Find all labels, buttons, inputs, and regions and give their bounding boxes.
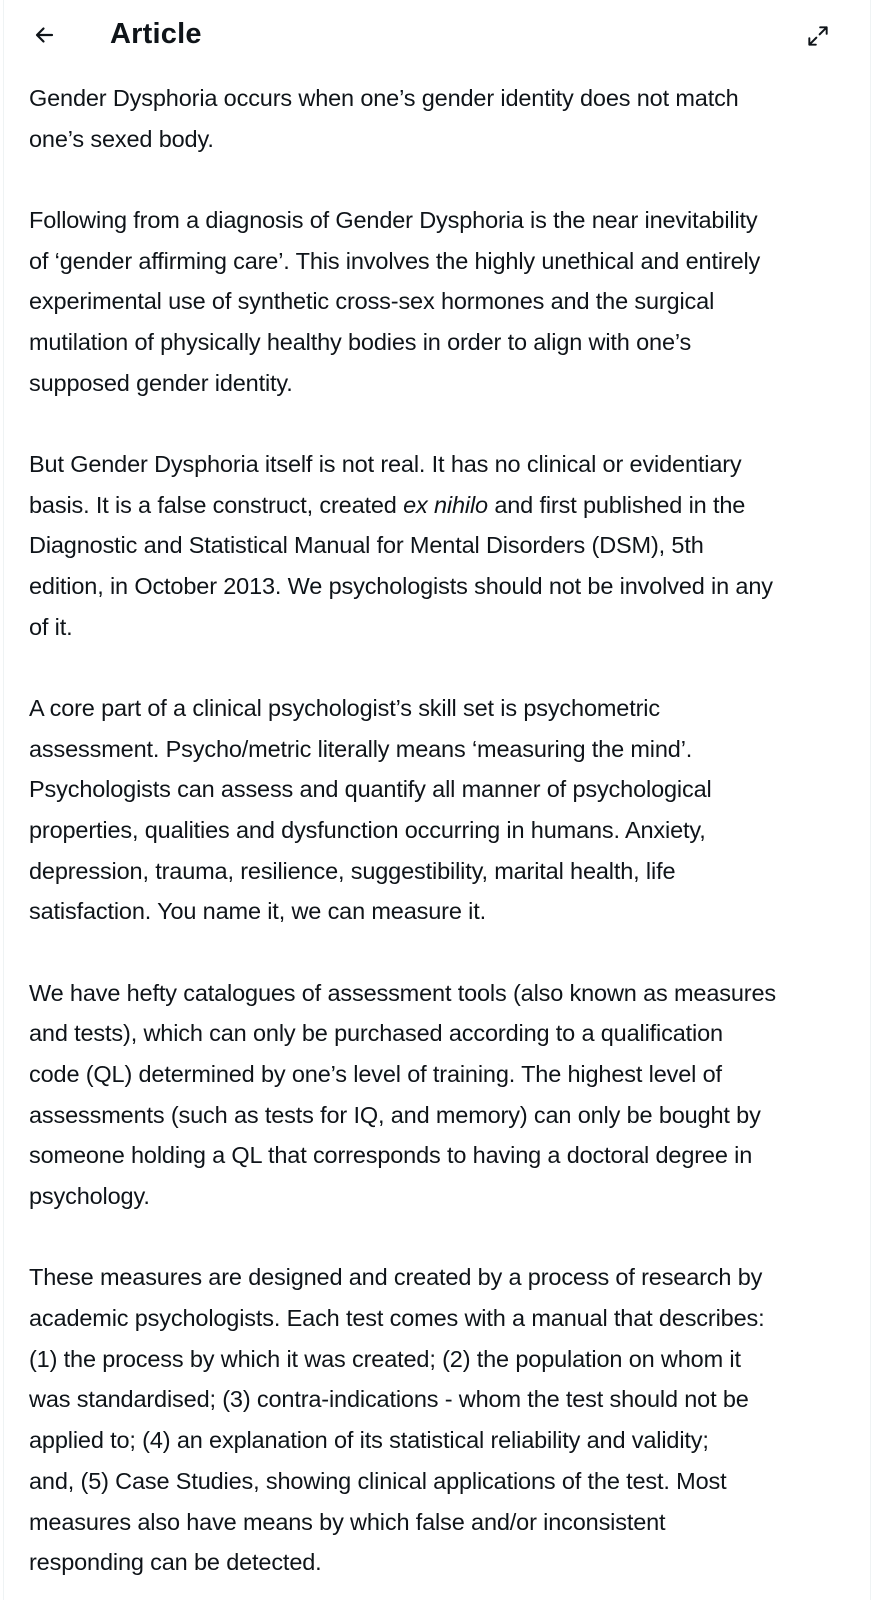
article-paragraph-1 — [29, 78, 859, 159]
article-paragraph-4 — [29, 688, 859, 932]
paragraph-line: was standardised; (3) contra-indications - whom the test should not be — [29, 1386, 749, 1413]
article-paragraph-5 — [29, 973, 859, 1217]
paragraph-line: A core part of a clinical psychologist’s skill set is psychometric — [29, 694, 660, 721]
paragraph-line: But Gender Dysphoria itself is not real. It has no clinical or evidentiary — [29, 450, 742, 477]
paragraph-line: and, (5) Case Studies, showing clinical applications of the test. Most — [29, 1467, 727, 1494]
paragraph-line: depression, trauma, resilience, suggestibility, marital health, life — [29, 857, 676, 884]
article-paragraph-2 — [29, 200, 859, 404]
paragraph-line: mutilation of physically healthy bodies in order to align with one’s — [29, 329, 692, 356]
paragraph-line-with-italic — [29, 485, 859, 526]
expand-button[interactable] — [800, 18, 836, 54]
paragraph-line: of ‘gender affirming care’. This involves the highly unethical and entirely — [29, 247, 761, 274]
paragraph-line: one’s sexed body. — [29, 125, 214, 152]
italic-phrase: ex nihilo — [403, 491, 488, 518]
paragraph-line: edition, in October 2013. We psychologists should not be involved in any — [29, 573, 773, 600]
paragraph-line: We have hefty catalogues of assessment tools (also known as measures — [29, 979, 776, 1006]
paragraph-line: supposed gender identity. — [29, 369, 293, 396]
paragraph-line: someone holding a QL that corresponds to having a doctoral degree in — [29, 1142, 753, 1169]
paragraph-line: Psychologists can assess and quantify all manner of psychological — [29, 776, 712, 803]
paragraph-line: These measures are designed and created by a process of research by — [29, 1264, 763, 1291]
article-paragraph-6 — [29, 1257, 859, 1583]
paragraph-line: responding can be detected. — [29, 1549, 322, 1576]
article-header — [4, 0, 870, 70]
paragraph-line: properties, qualities and dysfunction occurring in humans. Anxiety, — [29, 817, 706, 844]
page-title: Article — [110, 18, 202, 50]
paragraph-line: (1) the process by which it was created; (2) the population on whom it — [29, 1345, 741, 1372]
back-button[interactable] — [26, 17, 62, 53]
text-segment: and first published in the — [487, 491, 746, 518]
arrow-left-icon — [32, 23, 56, 47]
paragraph-line: Following from a diagnosis of Gender Dysphoria is the near inevitability — [29, 206, 758, 233]
paragraph-line: of it. — [29, 613, 73, 640]
paragraph-line: assessment. Psycho/metric literally means ‘measuring the mind’. — [29, 735, 693, 762]
paragraph-line: applied to; (4) an explanation of its statistical reliability and validity; — [29, 1427, 709, 1454]
paragraph-line: Gender Dysphoria occurs when one’s gender identity does not match — [29, 85, 739, 111]
paragraph-line: academic psychologists. Each test comes with a manual that describes: — [29, 1305, 765, 1332]
paragraph-line: psychology. — [29, 1183, 150, 1210]
article-view — [3, 0, 871, 1600]
paragraph-line: and tests), which can only be purchased according to a qualification — [29, 1020, 723, 1047]
text-segment: basis. It is a false construct, created — [29, 491, 404, 518]
paragraph-line: experimental use of synthetic cross-sex hormones and the surgical — [29, 288, 715, 315]
paragraph-line: Diagnostic and Statistical Manual for Mental Disorders (DSM), 5th — [29, 532, 704, 559]
paragraph-line: measures also have means by which false and/or inconsistent — [29, 1508, 666, 1535]
article-body — [29, 78, 859, 1624]
paragraph-line: assessments (such as tests for IQ, and memory) can only be bought by — [29, 1101, 761, 1128]
article-paragraph-3 — [29, 444, 859, 648]
paragraph-line: satisfaction. You name it, we can measure it. — [29, 898, 486, 925]
expand-icon — [805, 23, 831, 49]
paragraph-line: code (QL) determined by one’s level of training. The highest level of — [29, 1061, 722, 1088]
